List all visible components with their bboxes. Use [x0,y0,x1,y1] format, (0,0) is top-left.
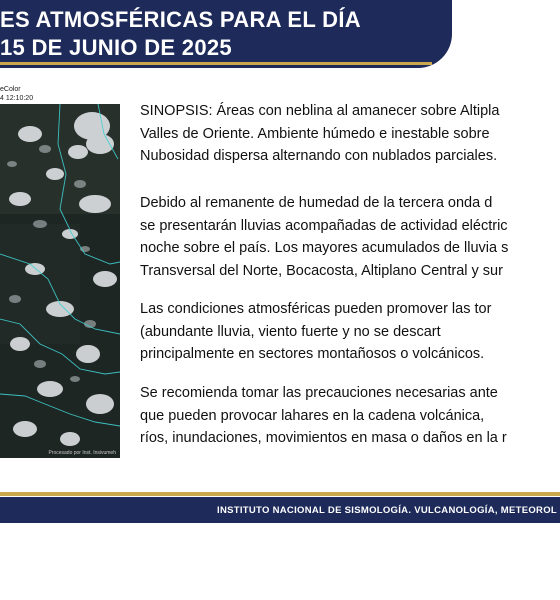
paragraph-line: (abundante lluvia, viento fuerte y no se descart [140,323,441,340]
footer-gold-stripe [0,492,560,496]
satellite-product-label: eColor [0,86,21,93]
footer-institution: INSTITUTO NACIONAL DE SISMOLOGÍA. VULCANOLOGÍA, METEOROL [217,505,557,516]
paragraph-line: Valles de Oriente. Ambiente húmedo e inestable sobre [140,125,490,142]
header-title-line-2: 15 DE JUNIO DE 2025 [0,35,232,60]
satellite-panel [0,86,122,458]
satellite-timestamp: 4 12:10:20 [0,95,34,102]
header-title-line-1: ES ATMOSFÉRICAS PARA EL DÍA [0,7,361,32]
satellite-image-graphic [0,104,120,458]
paragraph-line: principalmente en sectores montañosos o volcánicos. [140,346,485,362]
forecast-text [140,100,560,460]
header-gold-stripe [0,62,432,65]
satellite-image [0,104,120,458]
paragraph-line: Transversal del Norte, Bocacosta, Altiplano Central y sur [140,262,503,279]
paragraph-line: Nubosidad dispersa alternando con nublados parciales. [140,148,498,164]
paragraph-line: Las condiciones atmosféricas pueden promover las tor [140,301,492,317]
paragraph-line: Se recomienda tomar las precauciones necesarias ante [140,385,498,401]
storms-paragraph [140,298,560,366]
recommendation-paragraph [140,382,560,450]
paragraph-line: Debido al remanente de humedad de la tercera onda d [140,195,493,211]
synopsis-paragraph [140,100,560,168]
satellite-credit: Procesado por Inst. Insivumeh [48,450,116,456]
paragraph-line: ríos, inundaciones, movimientos en masa o daños en la r [140,430,507,446]
header-banner [0,0,452,68]
paragraph-line: noche sobre el país. Los mayores acumulados de lluvia s [140,240,509,256]
rain-paragraph [140,192,560,282]
footer-bar [0,497,560,523]
paragraph-line: que pueden provocar lahares en la cadena volcánica, [140,407,485,424]
paragraph-line: se presentarán lluvias acompañadas de actividad eléctric [140,217,508,234]
paragraph-line: SINOPSIS: Áreas con neblina al amanecer sobre Altipla [140,103,500,119]
